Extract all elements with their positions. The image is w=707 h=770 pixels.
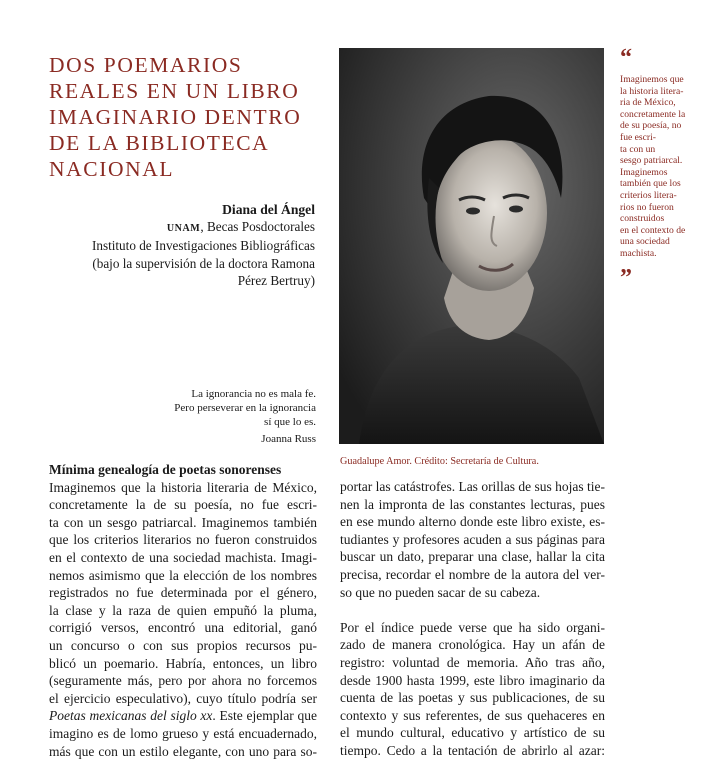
portrait-photo-illustration bbox=[339, 48, 604, 444]
pull-quote-line: una sociedad bbox=[620, 236, 670, 248]
pull-quote-text bbox=[620, 74, 698, 260]
pull-quote-line: Imaginemos bbox=[620, 166, 668, 178]
body-line: el ejercicio especulativo), cuyo título podría ser bbox=[49, 690, 317, 706]
epigraph-line: sí que lo es. bbox=[264, 415, 316, 428]
body-line: la clase y la raza de quien empuñó la pluma, bbox=[49, 602, 317, 618]
body-line: (seguramente más, pero por ahora no forcemos bbox=[49, 673, 317, 689]
body-line: buscar un dato, preparar una clase, hallar la cita bbox=[340, 549, 605, 565]
body-line: el mundo cultural, educativo y artístico de su bbox=[340, 725, 605, 741]
left-column bbox=[49, 461, 317, 760]
author-block bbox=[92, 201, 315, 289]
affiliation-abbrev: UNAM bbox=[166, 223, 201, 235]
pull-quote-line: criterios litera- bbox=[620, 189, 677, 201]
body-line: corrigió versos, encontró una editorial, ganó bbox=[49, 620, 317, 636]
body-text: . Este ejemplar que bbox=[212, 708, 317, 724]
portrait-photo bbox=[339, 48, 604, 444]
body-line: concretamente la de su poesía, no fue escri- bbox=[49, 497, 317, 513]
pull-quote-line: concretamente la bbox=[620, 108, 686, 120]
pull-quote-line: ta con un bbox=[620, 143, 656, 155]
body-line: so que no pueden sacar de su cabeza. bbox=[340, 584, 541, 600]
title-line: REALES EN UN LIBRO bbox=[49, 79, 300, 103]
pull-quote-line: sesgo patriarcal. bbox=[620, 155, 683, 167]
pull-quote-line: fue escri- bbox=[620, 131, 656, 143]
body-line: Por el índice puede verse que ha sido organi- bbox=[340, 619, 605, 635]
body-line: precisa, recordar el nombre de la autora del ver- bbox=[340, 566, 605, 582]
body-line: portar las catástrofes. Las orillas de sus hojas tie- bbox=[340, 479, 606, 494]
body-line: zado de manera cronológica. Hay un afán de bbox=[340, 637, 605, 653]
author-supervision: Pérez Bertruy) bbox=[237, 272, 315, 288]
affiliation-rest: , Becas Posdoctorales bbox=[200, 219, 315, 235]
pull-quote bbox=[620, 46, 698, 290]
epigraph-attribution: Joanna Russ bbox=[261, 433, 316, 446]
body-line: que los criterios literarios no fueron construidos bbox=[49, 532, 317, 548]
open-quote-mark: “ bbox=[620, 45, 632, 71]
pull-quote-line: machista. bbox=[620, 247, 657, 259]
body-line: un concurso o con sus propios recursos pu- bbox=[49, 637, 317, 653]
photo-caption: Guadalupe Amor. Crédito: Secretaría de Cultura. bbox=[340, 456, 539, 467]
epigraph-line: Pero perseverar en la ignorancia bbox=[174, 401, 316, 414]
body-line: imagino es de lomo grueso y está encuadernado, bbox=[49, 725, 317, 741]
body-line: desde 1900 hasta 1999, este libro imaginario da bbox=[340, 672, 605, 688]
epigraph bbox=[174, 388, 316, 447]
pull-quote-line: construidos bbox=[620, 213, 665, 225]
body-line: cuenta de las poetas y sus publicaciones, de su bbox=[340, 690, 605, 706]
body-line: tudiantes y profesores acuden a sus páginas para bbox=[340, 531, 605, 547]
author-institute: Instituto de Investigaciones Bibliográficas bbox=[91, 238, 315, 254]
body-line: registro: voluntad de memoria. Año tras año, bbox=[340, 654, 605, 670]
body-line: nemos asimismo que la elección de los nombres bbox=[49, 567, 317, 583]
pull-quote-line: de su poesía, no bbox=[620, 120, 682, 132]
epigraph-line: La ignorancia no es mala fe. bbox=[191, 388, 316, 400]
book-title: Poetas mexicanas del siglo xx bbox=[49, 708, 213, 724]
article-title bbox=[49, 52, 309, 182]
close-quote-mark: ” bbox=[620, 264, 632, 291]
body-line bbox=[49, 707, 317, 725]
right-column bbox=[340, 478, 605, 760]
body-line: tiempo. Cedo a la tentación de abrirlo al azar: bbox=[340, 742, 605, 758]
body-line: contexto y sus referentes, de sus quehaceres en bbox=[340, 707, 605, 723]
body-line: en ese mundo alterno donde este libro existe, es- bbox=[340, 514, 605, 530]
body-line: registrados no fue determinada por el género, bbox=[49, 585, 317, 601]
title-line: IMAGINARIO DENTRO bbox=[49, 105, 302, 129]
title-line: DOS POEMARIOS bbox=[49, 53, 243, 77]
pull-quote-line: Imaginemos que bbox=[620, 74, 684, 85]
section-heading: Mínima genealogía de poetas sonorenses bbox=[49, 462, 282, 477]
body-line: más que con un estilo elegante, con uno para so- bbox=[49, 743, 317, 759]
title-line: NACIONAL bbox=[49, 157, 175, 181]
title-line: DE LA BIBLIOTECA bbox=[49, 131, 270, 155]
pull-quote-line: ria de México, bbox=[620, 97, 676, 109]
body-line: ta con un sesgo patriarcal. Imaginemos también bbox=[49, 514, 317, 530]
pull-quote-line: rios no fueron bbox=[620, 201, 674, 213]
pull-quote-line: la historia litera- bbox=[620, 85, 684, 97]
author-affiliation bbox=[92, 218, 315, 237]
body-line: nen la impronta de las constantes lecturas, pues bbox=[340, 496, 605, 512]
pull-quote-line: también que los bbox=[620, 178, 681, 190]
body-line: en el contexto de una sociedad machista. Imagi- bbox=[49, 549, 317, 565]
author-name: Diana del Ángel bbox=[222, 202, 315, 217]
author-supervision: (bajo la supervisión de la doctora Ramona bbox=[92, 255, 315, 271]
body-line: blicó un poemario. Habría, entonces, un libro bbox=[49, 655, 317, 671]
body-line: Imaginemos que la historia literaria de México, bbox=[49, 479, 317, 495]
pull-quote-line: en el contexto de bbox=[620, 224, 686, 236]
